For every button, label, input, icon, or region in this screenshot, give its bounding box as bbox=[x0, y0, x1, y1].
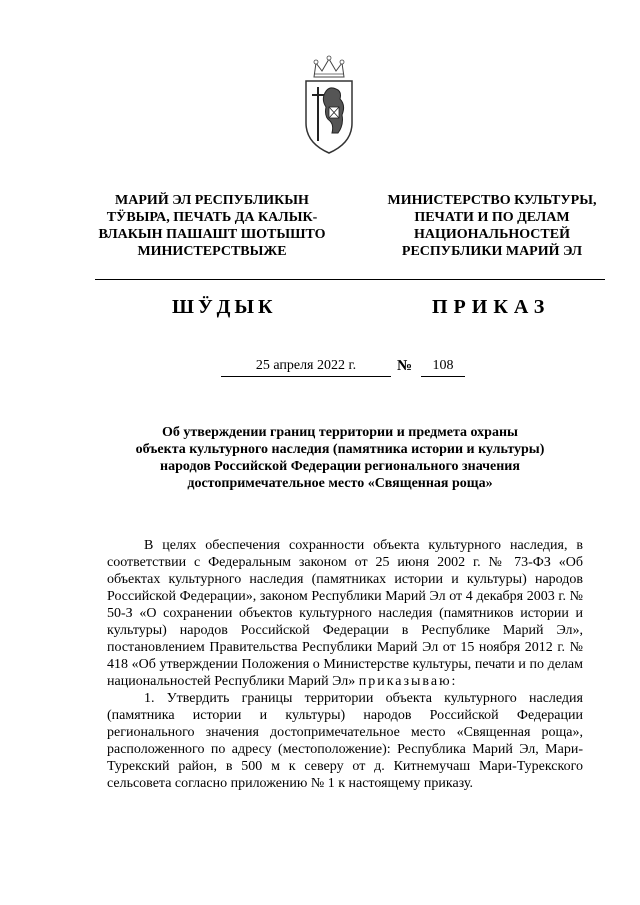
document-date: 25 апреля 2022 г. bbox=[221, 358, 391, 377]
document-type-russian: ПРИКАЗ bbox=[432, 296, 551, 318]
preamble-text: В целях обеспечения сохранности объекта культурного наследия, в соответствии с Федеральным законом от 25 июня 2002 г. № 73-ФЗ «Об объектах культурного наследия (памятниках истории и культуры) народов Российской Федерации», законом Республики Марий Эл от 4 декабря 2003 г. № 50-З «О сохранении объектов культурного наследия (памятников истории и культуры) народов Российской Федерации в Республике Марий Эл», постановлением Правительства Республики Марий Эл от 15 ноября 2012 г. № 418 «Об утверждении Положения о Министерстве культуры, печати и по делам национальностей Республики Марий Эл» bbox=[107, 538, 583, 689]
document-subject bbox=[100, 424, 580, 492]
number-sign: № bbox=[397, 358, 413, 374]
body-paragraph-item-1: 1. Утвердить границы территории объекта культурного наследия (памятника истории и культуры) народов Российской Федерации регионального значения достопримечательное место «Священная роща», расположенного по адресу (местоположение): Республика Марий Эл, Мари-Турекский район, в 500 м к северу от д. Китнемучаш Мари-Турекского сельсовета согласно приложению № 1 к настоящему приказу. bbox=[107, 691, 583, 791]
document-type-mari: ШӰДЫК bbox=[172, 296, 277, 318]
ministry-name-mari-line: ТӰВЫРА, ПЕЧАТЬ ДА КАЛЫК- bbox=[106, 210, 318, 225]
coat-of-arms-emblem-icon bbox=[298, 55, 360, 157]
subject-line: Об утверждении границ территории и предмета охраны bbox=[162, 425, 518, 440]
ministry-name-russian-line: ПЕЧАТИ И ПО ДЕЛАМ bbox=[414, 210, 570, 225]
ministry-name-russian bbox=[372, 192, 612, 260]
order-word: приказываю: bbox=[358, 674, 458, 689]
subject-line: народов Российской Федерации регионального значения bbox=[160, 459, 520, 474]
ministry-name-russian-line: РЕСПУБЛИКИ МАРИЙ ЭЛ bbox=[401, 244, 583, 259]
ministry-name-mari-line: МИНИСТЕРСТВЫЖЕ bbox=[137, 244, 287, 259]
subject-line: достопримечательное место «Священная роща» bbox=[187, 476, 493, 491]
ministry-name-russian-line: НАЦИОНАЛЬНОСТЕЙ bbox=[414, 227, 570, 242]
ministry-name-mari-line: ВЛАКЫН ПАШАШТ ШОТЫШТО bbox=[98, 227, 326, 242]
ministry-name-mari-line: МАРИЙ ЭЛ РЕСПУБЛИКЫН bbox=[115, 193, 309, 208]
ministry-name-russian-line: МИНИСТЕРСТВО КУЛЬТУРЫ, bbox=[387, 193, 597, 208]
subject-line: объекта культурного наследия (памятника истории и культуры) bbox=[135, 442, 545, 457]
document-number: 108 bbox=[421, 358, 465, 377]
document-body bbox=[107, 537, 583, 792]
body-paragraph-preamble bbox=[107, 537, 583, 690]
header-divider bbox=[95, 279, 605, 280]
ministry-name-mari bbox=[72, 192, 352, 260]
